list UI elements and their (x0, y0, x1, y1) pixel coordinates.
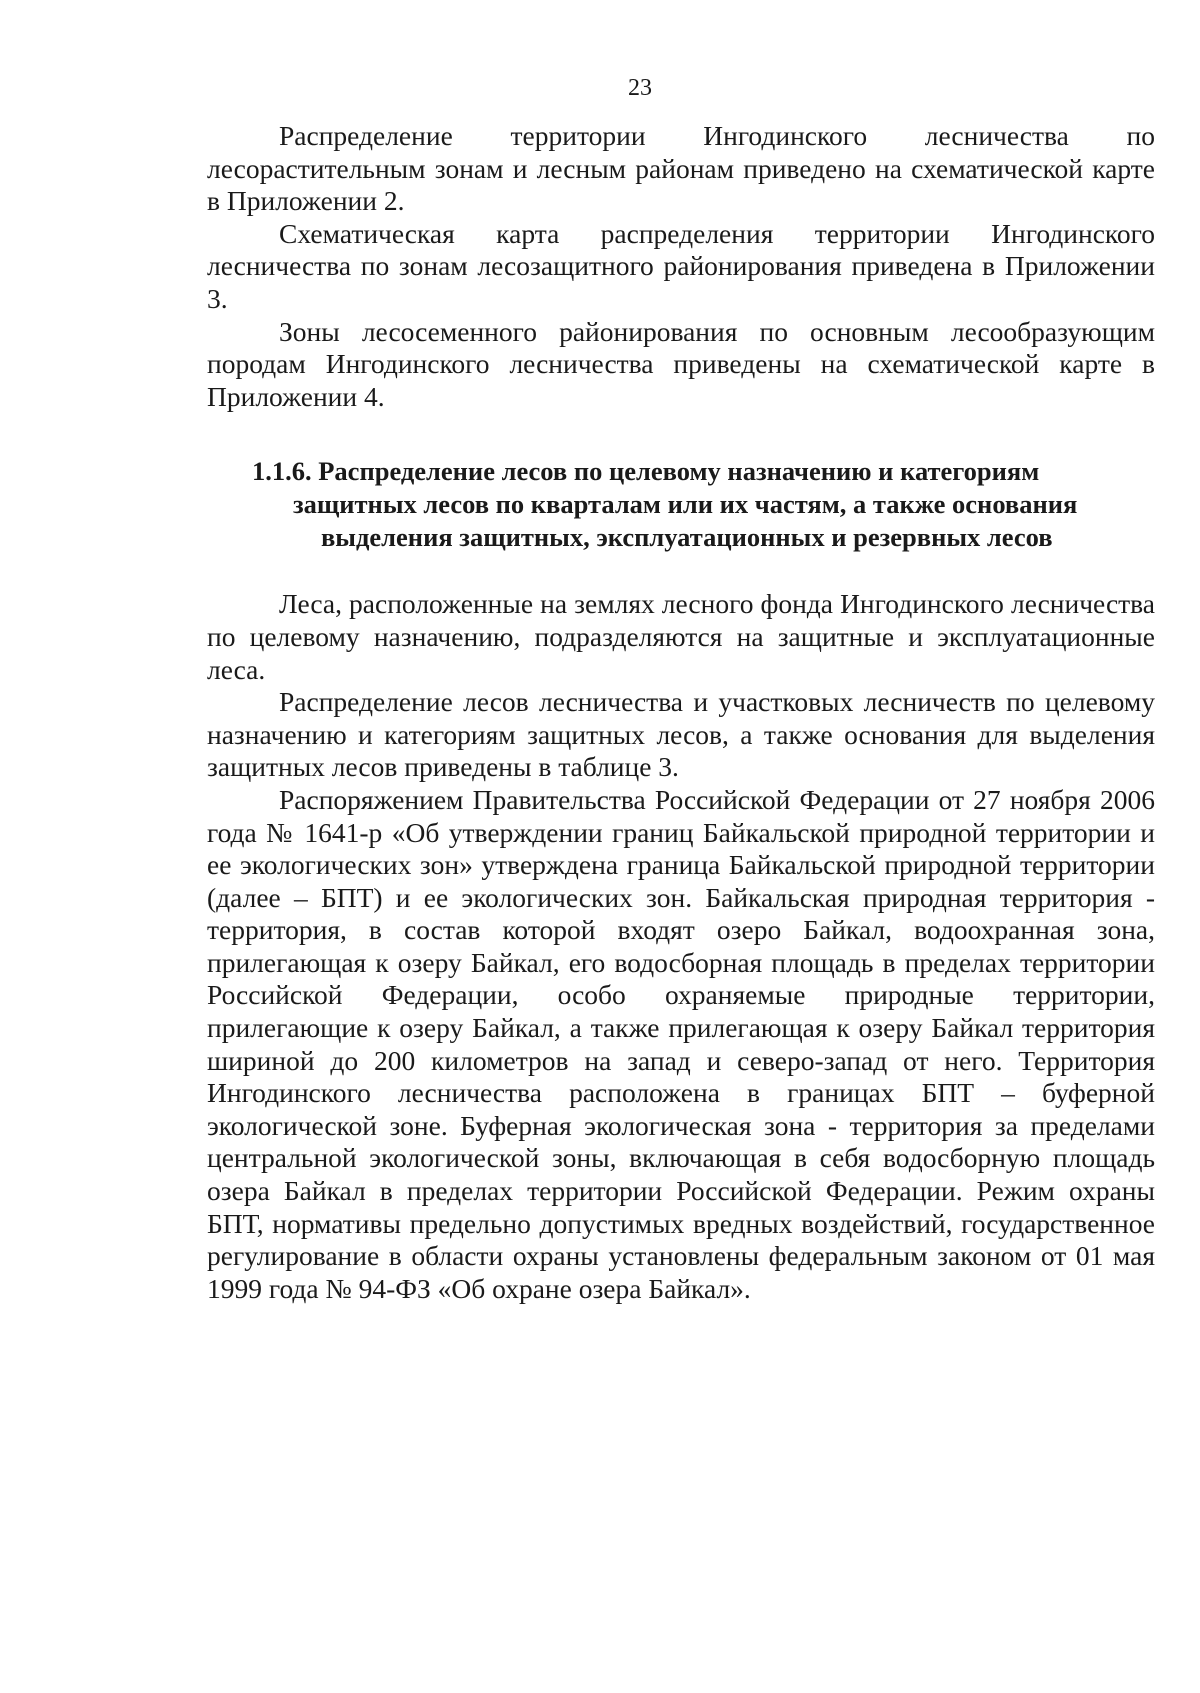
paragraph-table-3-reference: Распределение лесов лесничества и участковых лесничеств по целевому назначению и категориям защитных лесов, а также основания для выделения защитных лесов приведены в таблице 3. (207, 686, 1155, 783)
document-body (207, 120, 1155, 1305)
section-heading-line-1: 1.1.6. Распределение лесов по целевому назначению и категориям (252, 456, 1040, 487)
paragraph-appendix-4: Зоны лесосеменного районирования по основным лесообразующим породам Ингодинского лесничества приведены на схематической карте в Приложении 4. (207, 315, 1155, 412)
paragraph-appendix-3: Схематическая карта распределения территории Ингодинского лесничества по зонам лесозащитного районирования приведена в Приложении 3. (207, 217, 1155, 314)
paragraph-baikal-territory: Распоряжением Правительства Российской Федерации от 27 ноября 2006 года № 1641-р «Об утверждении границ Байкальской природной территории и ее экологических зон» утверждена граница Байкальской природной территории (далее – БПТ) и ее экологических зон. Байкальская природная территория - территория, в состав которой входят озеро Байкал, водоохранная зона, прилегающая к озеру Байкал, его водосборная площадь в пределах территории Российской Федерации, особо охраняемые природные территории, прилегающие к озеру Байкал, а также прилегающая к озеру Байкал территория шириной до 200 километров на запад и северо-запад от него. Территория Ингодинского лесничества расположена в границах БПТ – буферной экологической зоне. Буферная экологическая зона - территория за пределами центральной экологической зоны, включающая в себя водосборную площадь озера Байкал в пределах территории Российской Федерации. Режим охраны БПТ, нормативы предельно допустимых вредных воздействий, государственное регулирование в области охраны установлены федеральным законом от 01 мая 1999 года № 94-ФЗ «Об охране озера Байкал». (207, 783, 1155, 1304)
paragraph-forest-purpose: Леса, расположенные на землях лесного фонда Ингодинского лесничества по целевому назначению, подразделяются на защитные и эксплуатационные леса. (207, 588, 1155, 685)
page-number: 23 (628, 75, 652, 101)
paragraph-appendix-2: Распределение территории Ингодинского лесничества по лесорастительным зонам и лесным районам приведено на схематической карте в Приложении 2. (207, 120, 1155, 217)
section-heading (207, 455, 1155, 554)
section-heading-line-3: выделения защитных, эксплуатационных и резервных лесов (321, 522, 1053, 553)
section-heading-line-2: защитных лесов по кварталам или их частям, а также основания (293, 489, 1078, 520)
